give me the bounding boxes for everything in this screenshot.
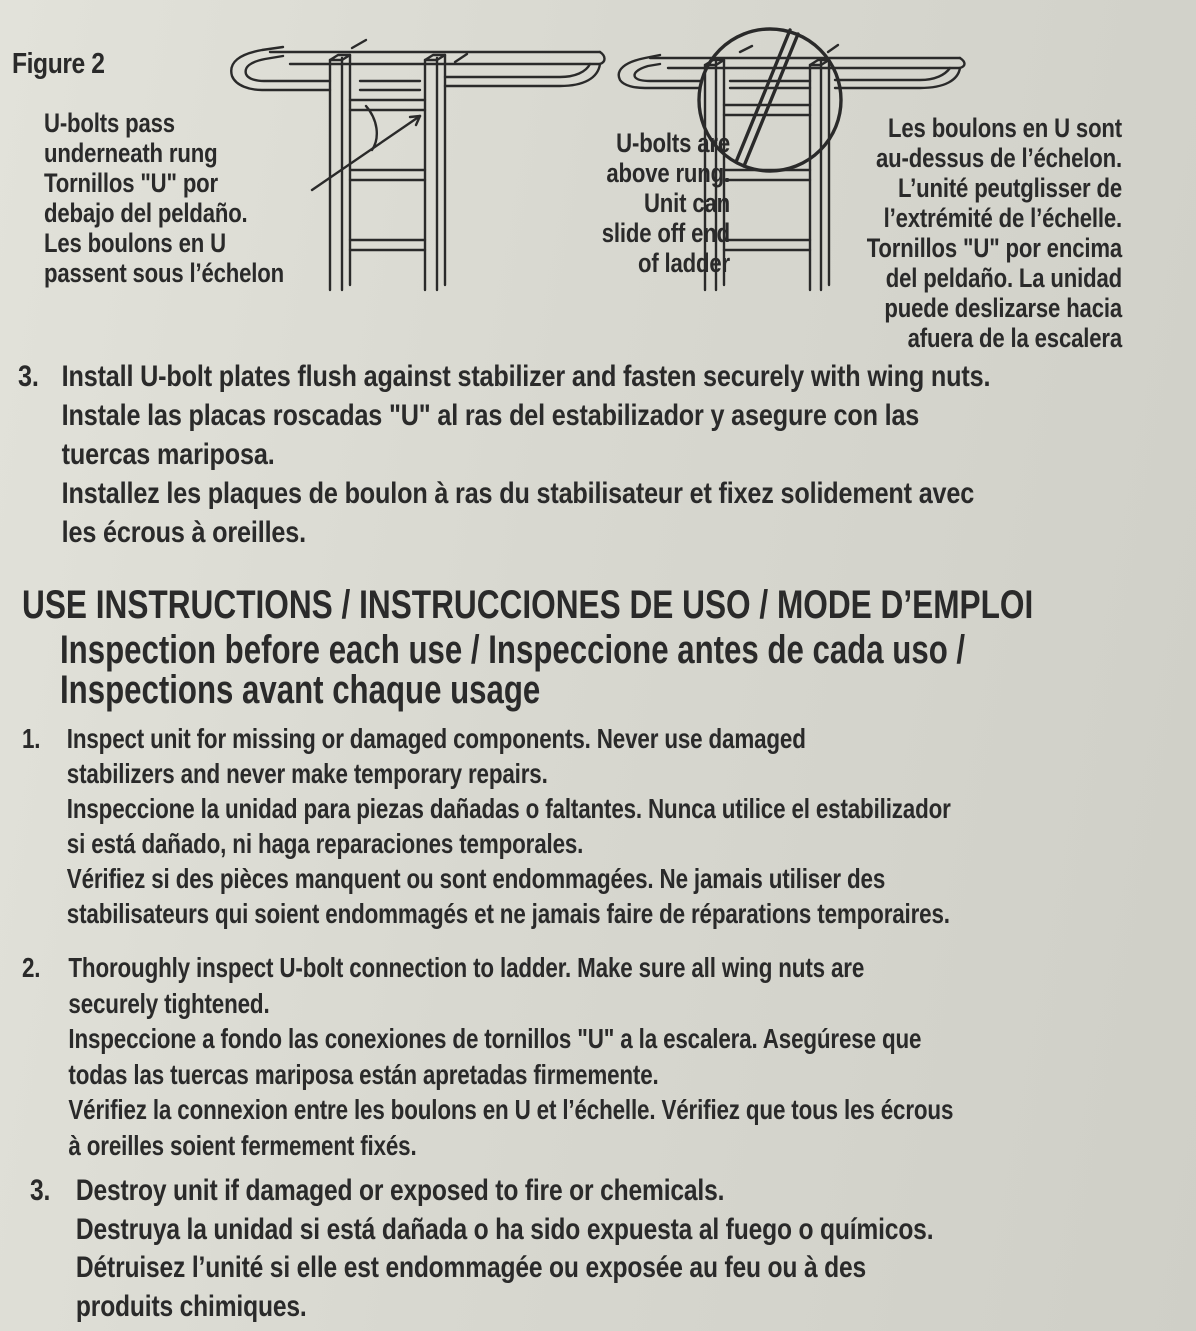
step-text xyxy=(68,950,953,1164)
step-line: Destruya la unidad si está dañada o ha sido expuesta al fuego o químicos. xyxy=(75,1212,934,1246)
step-line: securely tightened. xyxy=(68,987,270,1019)
step-line: à oreilles soient fermement fixés. xyxy=(68,1129,417,1161)
step-line: stabilisateurs qui soient endommagés et ne jamais faire de réparations temporaires. xyxy=(66,898,950,929)
section-heading: USE INSTRUCTIONS / INSTRUCCIONES DE USO / MODE D’EMPLOI xyxy=(22,583,1034,627)
ladder-correct-icon xyxy=(231,40,604,290)
step-text xyxy=(76,1172,933,1326)
figure-label: Figure 2 xyxy=(12,48,105,80)
step-line: Inspect unit for missing or damaged components. Never use damaged xyxy=(66,723,806,754)
step-line: todas las tuercas mariposa están apretadas firmemente. xyxy=(68,1058,659,1090)
step-line: Installez les plaques de boulon à ras du stabilisateur et fixez solidement avec xyxy=(61,477,975,510)
step-text xyxy=(67,721,951,931)
subheading-line: Inspection before each use / Inspeccione antes de cada uso / xyxy=(60,628,966,672)
step-line: Détruisez l’unité si elle est endommagée ou exposée au feu ou à des xyxy=(75,1251,867,1284)
step-line: tuercas mariposa. xyxy=(61,438,275,471)
step-line: si está dañado, ni haga reparaciones temporales. xyxy=(66,828,584,859)
step-number: 3. xyxy=(30,1174,51,1207)
step-line: Thoroughly inspect U-bolt connection to ladder. Make sure all wing nuts are xyxy=(68,952,865,983)
subheading-line: Inspections avant chaque usage xyxy=(60,668,541,712)
caption-incorrect-mounting-en: U-bolts are above rung. Unit can slide off end of ladder xyxy=(601,128,730,278)
step-line: Instale las placas roscadas "U" al ras del estabilizador y asegure con las xyxy=(61,399,920,432)
step-line: produits chimiques. xyxy=(75,1289,307,1323)
step-line: stabilizers and never make temporary repairs. xyxy=(66,758,548,789)
step-line: Vérifiez la connexion entre les boulons en U et l’échelle. Vérifiez que tous les écrous xyxy=(68,1094,954,1126)
step-line: Inspeccione la unidad para piezas dañadas o faltantes. Nunca utilice el estabilizador xyxy=(66,793,951,824)
caption-incorrect-mounting-fr-es: Les boulons en U sont au-dessus de l’échelon. L’unité peutglisser de l’extrémité de l’échelle. Tornillos "U" por encima del peldaño. La unidad puede deslizarse hacia afuera de la escalera xyxy=(866,113,1122,353)
step-line: Inspeccione a fondo las conexiones de tornillos "U" a la escalera. Asegúrese que xyxy=(68,1023,922,1055)
step-number: 2. xyxy=(22,952,41,983)
step-line: les écrous à oreilles. xyxy=(61,516,306,549)
step-line: Destroy unit if damaged or exposed to fire or chemicals. xyxy=(75,1174,725,1207)
step-number: 3. xyxy=(18,360,39,393)
step-number: 1. xyxy=(22,723,41,754)
step-line: Install U-bolt plates flush against stabilizer and fasten securely with wing nuts. xyxy=(61,360,991,393)
caption-correct-mounting: U-bolts pass underneath rung Tornillos "U" por debajo del peldaño. Les boulons en U passent sous l’échelon xyxy=(44,108,285,288)
step-line: Vérifiez si des pièces manquent ou sont endommagées. Ne jamais utiliser des xyxy=(66,863,886,894)
step-text xyxy=(62,357,991,552)
section-subheading xyxy=(60,630,965,710)
